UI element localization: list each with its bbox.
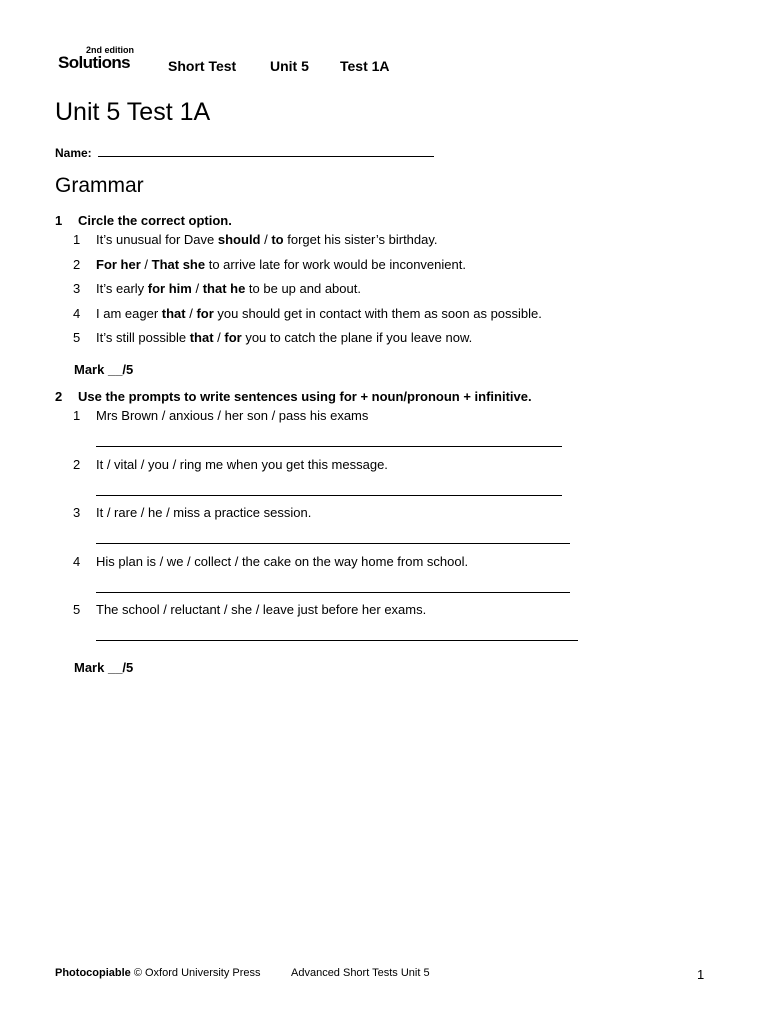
item-text-fragment: / — [191, 281, 203, 296]
header-unit: Unit 5 — [270, 58, 309, 74]
q1-item-text — [96, 232, 438, 247]
q1-item-number: 5 — [73, 330, 81, 345]
footer-series: Advanced Short Tests Unit 5 — [291, 967, 430, 979]
q1-item-text — [96, 257, 466, 272]
q2-instruction: Use the prompts to write sentences using for + noun/pronoun + infinitive. — [78, 389, 532, 404]
option-choice[interactable]: That she — [151, 257, 206, 272]
logo-wordmark: Solutions — [58, 53, 131, 72]
item-text-fragment: / — [140, 257, 152, 272]
q1-item-text — [96, 281, 361, 296]
item-text-fragment: I am eager — [96, 306, 162, 321]
q2-number: 2 — [55, 389, 63, 404]
q1-item-number: 3 — [73, 281, 81, 296]
section-heading: Grammar — [55, 174, 144, 197]
q2-item-prompt: The school / reluctant / she / leave just before her exams. — [96, 602, 427, 617]
name-line[interactable] — [98, 145, 434, 157]
option-choice[interactable]: should — [217, 232, 261, 247]
option-choice[interactable]: that he — [202, 281, 246, 296]
option-choice[interactable]: for — [224, 330, 242, 345]
header-short-test: Short Test — [168, 58, 237, 74]
solutions-logo — [58, 44, 148, 74]
answer-line[interactable] — [96, 592, 570, 593]
footer-copyright — [55, 967, 261, 979]
logo-edition: 2nd edition — [86, 45, 134, 55]
q2-item-prompt: It / vital / you / ring me when you get this message. — [96, 457, 388, 472]
footer-photocopiable: Photocopiable — [55, 967, 131, 979]
item-text-fragment: It’s unusual for Dave — [96, 232, 218, 247]
header-test: Test 1A — [340, 58, 390, 74]
q2-item-prompt: Mrs Brown / anxious / her son / pass his exams — [96, 408, 369, 423]
option-choice[interactable]: that — [161, 306, 186, 321]
q2-mark: Mark __/5 — [74, 660, 134, 675]
option-choice[interactable]: to — [271, 232, 284, 247]
item-text-fragment: It’s early — [96, 281, 148, 296]
q1-item-number: 4 — [73, 306, 81, 321]
q2-item-number: 3 — [73, 505, 81, 520]
item-text-fragment: It’s still possible — [96, 330, 190, 345]
footer-publisher: © Oxford University Press — [130, 967, 261, 979]
item-text-fragment: you should get in contact with them as soon as possible. — [213, 306, 542, 321]
answer-line[interactable] — [96, 495, 562, 496]
item-text-fragment: / — [260, 232, 272, 247]
q1-mark: Mark __/5 — [74, 362, 134, 377]
q2-item-number: 1 — [73, 408, 81, 423]
q2-item-number: 2 — [73, 457, 81, 472]
item-text-fragment: / — [213, 330, 225, 345]
answer-line[interactable] — [96, 543, 570, 544]
q2-item-prompt: It / rare / he / miss a practice session. — [96, 505, 312, 520]
option-choice[interactable]: For her — [96, 257, 141, 272]
item-text-fragment: you to catch the plane if you leave now. — [241, 330, 473, 345]
option-choice[interactable]: that — [189, 330, 214, 345]
answer-line[interactable] — [96, 640, 578, 641]
q1-item-number: 2 — [73, 257, 81, 272]
q1-item-text — [96, 306, 542, 321]
item-text-fragment: to arrive late for work would be inconvenient. — [205, 257, 466, 272]
q2-item-number: 4 — [73, 554, 81, 569]
name-label: Name: — [55, 146, 92, 160]
q2-item-prompt: His plan is / we / collect / the cake on the way home from school. — [96, 554, 469, 569]
option-choice[interactable]: for — [196, 306, 214, 321]
page-number: 1 — [697, 967, 705, 982]
item-text-fragment: / — [185, 306, 197, 321]
option-choice[interactable]: for him — [147, 281, 192, 296]
q2-item-number: 5 — [73, 602, 81, 617]
page-title: Unit 5 Test 1A — [55, 98, 211, 126]
q1-instruction: Circle the correct option. — [78, 213, 232, 228]
q1-item-number: 1 — [73, 232, 81, 247]
q1-item-text — [96, 330, 472, 345]
answer-line[interactable] — [96, 446, 562, 447]
name-field[interactable] — [55, 145, 434, 160]
item-text-fragment: forget his sister’s birthday. — [283, 232, 438, 247]
item-text-fragment: to be up and about. — [245, 281, 361, 296]
q1-number: 1 — [55, 213, 63, 228]
